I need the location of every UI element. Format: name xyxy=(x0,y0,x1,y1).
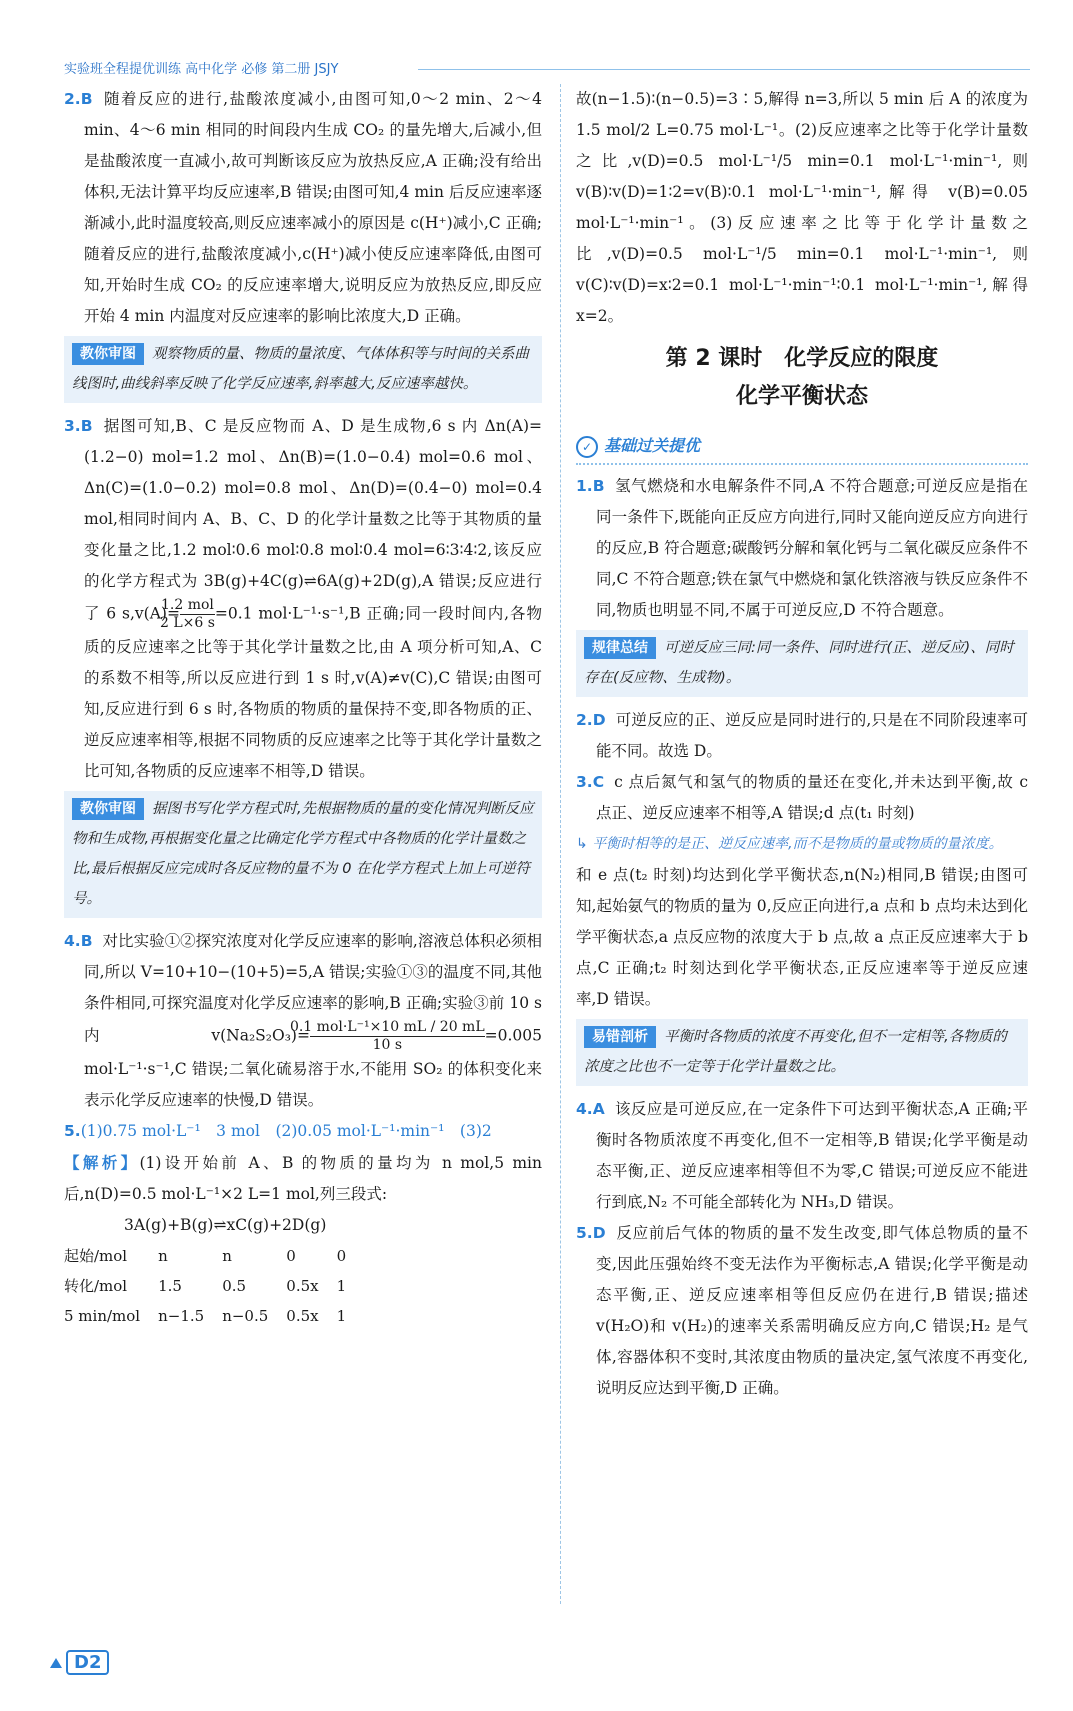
answer-letter: B xyxy=(80,417,93,435)
right-column xyxy=(576,84,1028,1404)
answer-2-left: 2.B 随着反应的进行,盐酸浓度减小,由图可知,0～2 min、2～4 min、4～6 min 相同的时间段内生成 CO₂ 的量先增大,后减小,但是盐酸浓度一直减小,故可判断该反应为放热反应,A 正确;没有给出体积,无法计算平均反应速率,B 错误;由图可知,4 min 后反应速率逐渐减小,此时温度较高,则反应速率减小的原因是 c(H⁺)减小,C 正确;随着反应的进行,盐酸浓度减小,c(H⁺)减小使反应速率降低,由图可知,开始时生成 CO₂ 的反应速率增大,说明反应为放热反应,即反应开始 4 min 内温度对反应速率的影响比浓度大,D 正确。 xyxy=(64,90,542,325)
equation: 3A(g)+B(g)⇌xC(g)+2D(g) xyxy=(124,1216,327,1234)
lesson-title: 第 2 课时 化学反应的限度 xyxy=(665,346,939,371)
table-row: 起始/mol n n 0 0 xyxy=(64,1247,347,1265)
answer-1-right: 1.B 氢气燃烧和水电解条件不同,A 不符合题意;可逆反应是指在同一条件下,既能向正反应方向进行,同时又能向逆反应方向进行的反应,B 符合题意;碳酸钙分解和氧化钙与二氧化碳反应条件不同,C 不符合题意;铁在氯气中燃烧和氯化铁溶液与铁反应条件不同,物质也明显不同,不属于可逆反应,D 不符合题意。 xyxy=(576,477,1028,619)
tip-text: 观察物质的量、物质的量浓度、气体体积等与时间的关系曲线图时,曲线斜率反映了化学反应速率,斜率越大,反应速率越快。 xyxy=(72,346,529,392)
arrow-up-icon xyxy=(50,1658,62,1668)
three-stage-table xyxy=(64,1241,364,1331)
fraction: 1.2 mol 2 L×6 s xyxy=(159,597,215,631)
header-rule xyxy=(418,69,1030,70)
column-divider xyxy=(560,84,561,1604)
answer-3-right: 3.C c 点后氮气和氢气的物质的量还在变化,并未达到平衡,故 c 点正、逆反应速率不相等,A 错误;d 点(t₁ 时刻) xyxy=(576,773,1028,822)
answer-3-right-cont: 和 e 点(t₂ 时刻)均达到化学平衡状态,n(N₂)相同,B 错误;由图可知,起始氨气的物质的量为 0,反应正向进行,a 点和 b 点均未达到化学平衡状态,a 点反应物的浓度大于 b 点,故 a 点正反应速率大于 b 点,C 正确;t₂ 时刻达到化学平衡状态,正反应速率等于逆反应速率,D 错误。 xyxy=(576,866,1028,1008)
answer-5-continued: 故(n−1.5)∶(n−0.5)=3∶5,解得 n=3,所以 5 min 后 A 的浓度为 1.5 mol/2 L=0.75 mol·L⁻¹。(2)反应速率之比等于化学计量数之比,v(D)=0.5 mol·L⁻¹/5 min=0.1 mol·L⁻¹·min⁻¹,则 v(B)∶v(D)=1∶2=v(B)∶0.1 mol·L⁻¹·min⁻¹,解得 v(B)=0.05 mol·L⁻¹·min⁻¹。(3)反应速率之比等于化学计量数之比,v(D)=0.5 mol·L⁻¹/5 min=0.1 mol·L⁻¹·min⁻¹,则 v(C)∶v(D)=x∶2=0.1 mol·L⁻¹·min⁻¹∶0.1 mol·L⁻¹·min⁻¹,解得 x=2。 xyxy=(576,90,1028,325)
answer-letter: A xyxy=(592,1100,605,1118)
answer-letter: D xyxy=(592,1224,606,1242)
table-row: 5 min/mol n−1.5 n−0.5 0.5x 1 xyxy=(64,1307,347,1325)
tip-tag: 易错剖析 xyxy=(584,1026,656,1048)
answer-letter: B xyxy=(592,477,605,495)
page-number: D2 xyxy=(50,1650,109,1675)
left-column xyxy=(64,84,542,1331)
answer-text: 该反应是可逆反应,在一定条件下可达到平衡状态,A 正确;平衡时各物质浓度不再变化,但不一定相等,B 错误;化学平衡是动态平衡,正、逆反应速率相等但不为零,C 错误;可逆反应不能进行到底,N₂ 不可能全部转化为 NH₃,D 错误。 xyxy=(596,1100,1028,1211)
answer-text: 对比实验①②探究浓度对化学反应速率的影响,溶液总体积必须相同,所以 V=10+10−(10+5)=5,A 错误;实验①③的温度不同,其他条件相同,可探究温度对化学反应速率的影响,B 正确;实验③前 10 s 内 v(Na₂S₂O₃)= xyxy=(84,932,542,1045)
answer-text: 随着反应的进行,盐酸浓度减小,由图可知,0～2 min、2～4 min、4～6 min 相同的时间段内生成 CO₂ 的量先增大,后减小,但是盐酸浓度一直减小,故可判断该反应为放热反应,A 正确;没有给出体积,无法计算平均反应速率,B 错误;由图可知,4 min 后反应速率逐渐减小,此时温度较高,则反应速率减小的原因是 c(H⁺)减小,C 正确;随着反应的进行,盐酸浓度减小,c(H⁺)减小使反应速率降低,由图可知,开始时生成 CO₂ 的反应速率增大,说明反应为放热反应,即反应开始 4 min 内温度对反应速率的影响比浓度大,D 正确。 xyxy=(84,90,542,325)
lesson-subtitle: 化学平衡状态 xyxy=(735,384,868,409)
analysis xyxy=(64,1147,542,1210)
answer-3-left: 3.B 据图可知,B、C 是反应物而 A、D 是生成物,6 s 内 Δn(A)=(1.2−0) mol=1.2 mol、Δn(B)=(1.0−0.4) mol=0.6 mol、Δn(C)=(1.0−0.2) mol=0.8 mol、Δn(D)=(0.4−0) mol=0.4 mol,相同时间内 A、B、C、D 的化学计量数之比等于其物质的量变化量之比,1.2 mol∶0.6 mol∶0.8 mol∶0.4 mol=6∶3∶4∶2,该反应的化学方程式为 3B(g)+4C(g)⇌6A(g)+2D(g),A 错误;反应进行了 6 s,v(A)= 1.2 mol 2 L×6 s =0.1 mol·L⁻¹·s⁻¹,B 正确;同一段时间内,各物质的反应速率之比等于其化学计量数之比,由 A 项分析可知,A、C 的系数不相等,所以反应进行到 1 s 时,v(A)≠v(C),C 错误;由图可知,反应进行到 6 s 时,各物质的物质的量保持不变,即各物质的正、逆反应速率相等,根据不同物质的反应速率之比等于其化学计量数之比可知,各物质的反应速率不相等,D 错误。 xyxy=(64,417,542,780)
answer-letter: B xyxy=(80,90,93,108)
tip-text: 据图书写化学方程式时,先根据物质的量的变化情况判断反应物和生成物,再根据变化量之比确定化学方程式中各物质的化学计量数之比,最后根据反应完成时各反应物的量不为 0 在化学方程式上加上可逆符号。 xyxy=(72,801,534,907)
answer-values: (1)0.75 mol·L⁻¹ 3 mol (2)0.05 mol·L⁻¹·min⁻¹ (3)2 xyxy=(80,1122,492,1140)
answer-4-right: 4.A 该反应是可逆反应,在一定条件下可达到平衡状态,A 正确;平衡时各物质浓度不再变化,但不一定相等,B 错误;化学平衡是动态平衡,正、逆反应速率相等但不为零,C 错误;可逆反应不能进行到底,N₂ 不可能全部转化为 NH₃,D 错误。 xyxy=(576,1100,1028,1211)
answer-text: 反应前后气体的物质的量不发生改变,即气体总物质的量不变,因此压强始终不变无法作为平衡标志,A 错误;化学平衡是动态平衡,正、逆反应速率相等但反应仍在进行,B 错误;描述 v(H₂O)和 v(H₂)的速率关系需明确反应方向,C 错误;H₂ 是气体,容器体积不变时,其浓度由物质的量决定,氢气浓度不再变化,说明反应达到平衡,D 正确。 xyxy=(596,1224,1028,1397)
answer-letter: D xyxy=(592,711,606,729)
tip-tag: 教你审图 xyxy=(72,343,144,365)
answer-5-right: 5.D 反应前后气体的物质的量不发生改变,即气体总物质的量不变,因此压强始终不变无法作为平衡标志,A 错误;化学平衡是动态平衡,正、逆反应速率相等但反应仍在进行,B 错误;描述 v(H₂O)和 v(H₂)的速率关系需明确反应方向,C 错误;H₂ 是气体,容器体积不变时,其浓度由物质的量决定,氢气浓度不再变化,说明反应达到平衡,D 正确。 xyxy=(576,1224,1028,1397)
answer-text: =0.005 mol·L⁻¹·s⁻¹,C 错误;二氧化硫易溶于水,不能用 SO₂ 的体积变化来表示化学反应速率的快慢,D 错误。 xyxy=(84,1026,542,1109)
answer-letter: B xyxy=(80,932,93,950)
answer-text: =0.1 mol·L⁻¹·s⁻¹,B 正确;同一段时间内,各物质的反应速率之比等于其化学计量数之比,由 A 项分析可知,A、C 的系数不相等,所以反应进行到 1 s 时,v(A)≠v(C),C 错误;由图可知,反应进行到 6 s 时,各物质的物质的量保持不变,即各物质的正、逆反应速率相等,根据不同物质的反应速率之比等于其化学计量数之比可知,各物质的反应速率不相等,D 错误。 xyxy=(84,604,542,780)
answer-5-left: 5.(1)0.75 mol·L⁻¹ 3 mol (2)0.05 mol·L⁻¹·min⁻¹ (3)2 xyxy=(64,1122,492,1140)
answer-text: 可逆反应的正、逆反应是同时进行的,只是在不同阶段速率可能不同。故选 D。 xyxy=(596,711,1028,760)
answer-letter: C xyxy=(592,773,605,791)
section-heading: ✓ 基础过关提优 xyxy=(576,430,1028,465)
tip-text: 可逆反应三同:同一条件、同时进行(正、逆反应)、同时存在(反应物、生成物)。 xyxy=(584,640,1014,686)
tip-tag: 教你审图 xyxy=(72,798,144,820)
tip-text: 平衡时各物质的浓度不再变化,但不一定相等,各物质的浓度之比也不一定等于化学计量数之比。 xyxy=(584,1029,1007,1075)
analysis-text: (1)设开始前 A、B 的物质的量均为 n mol,5 min 后,n(D)=0.5 mol·L⁻¹×2 L=1 mol,列三段式: xyxy=(64,1154,542,1203)
running-header: 实验班全程提优训练 高中化学 必修 第二册 JSJY xyxy=(64,62,339,77)
tip-box xyxy=(64,791,542,918)
analysis-label: 【解析】 xyxy=(64,1153,140,1172)
tip-box xyxy=(576,1019,1028,1086)
tip-box xyxy=(64,336,542,403)
answer-2-right: 2.D 可逆反应的正、逆反应是同时进行的,只是在不同阶段速率可能不同。故选 D。 xyxy=(576,711,1028,760)
answer-4-left: 4.B 对比实验①②探究浓度对化学反应速率的影响,溶液总体积必须相同,所以 V=10+10−(10+5)=5,A 错误;实验①③的温度不同,其他条件相同,可探究温度对化学反应速率的影响,B 正确;实验③前 10 s 内 v(Na₂S₂O₃)= 0.1 mol·L⁻¹×10 mL / 20 mL 10 s =0.005 mol·L⁻¹·s⁻¹,C 错误;二氧化硫易溶于水,不能用 SO₂ 的体积变化来表示化学反应速率的快慢,D 错误。 xyxy=(64,932,542,1109)
answer-text: c 点后氮气和氢气的物质的量还在变化,并未达到平衡,故 c 点正、逆反应速率不相等,A 错误;d 点(t₁ 时刻) xyxy=(596,773,1028,822)
table-row: 转化/mol 1.5 0.5 0.5x 1 xyxy=(64,1277,347,1295)
fraction: 0.1 mol·L⁻¹×10 mL / 20 mL 10 s xyxy=(289,1019,485,1053)
answer-text: 据图可知,B、C 是反应物而 A、D 是生成物,6 s 内 Δn(A)=(1.2−0) mol=1.2 mol、Δn(B)=(1.0−0.4) mol=0.6 mol、Δn(C)=(1.0−0.2) mol=0.8 mol、Δn(D)=(0.4−0) mol=0.4 mol,相同时间内 A、B、C、D 的化学计量数之比等于其物质的量变化量之比,1.2 mol∶0.6 mol∶0.8 mol∶0.4 mol=6∶3∶4∶2,该反应的化学方程式为 3B(g)+4C(g)⇌6A(g)+2D(g),A 错误;反应进行了 6 s,v(A)= xyxy=(84,417,542,623)
tip-box xyxy=(576,630,1028,697)
tip-tag: 规律总结 xyxy=(584,637,656,659)
check-circle-icon: ✓ xyxy=(576,436,598,458)
margin-note: ↳ 平衡时相等的是正、逆反应速率,而不是物质的量或物质的量浓度。 xyxy=(576,836,1003,852)
answer-text: 氢气燃烧和水电解条件不同,A 不符合题意;可逆反应是指在同一条件下,既能向正反应方向进行,同时又能向逆反应方向进行的反应,B 符合题意;碳酸钙分解和氧化钙与二氧化碳反应条件不同,C 不符合题意;铁在氯气中燃烧和氯化铁溶液与铁反应条件不同,物质也明显不同,不属于可逆反应,D 不符合题意。 xyxy=(596,477,1028,619)
